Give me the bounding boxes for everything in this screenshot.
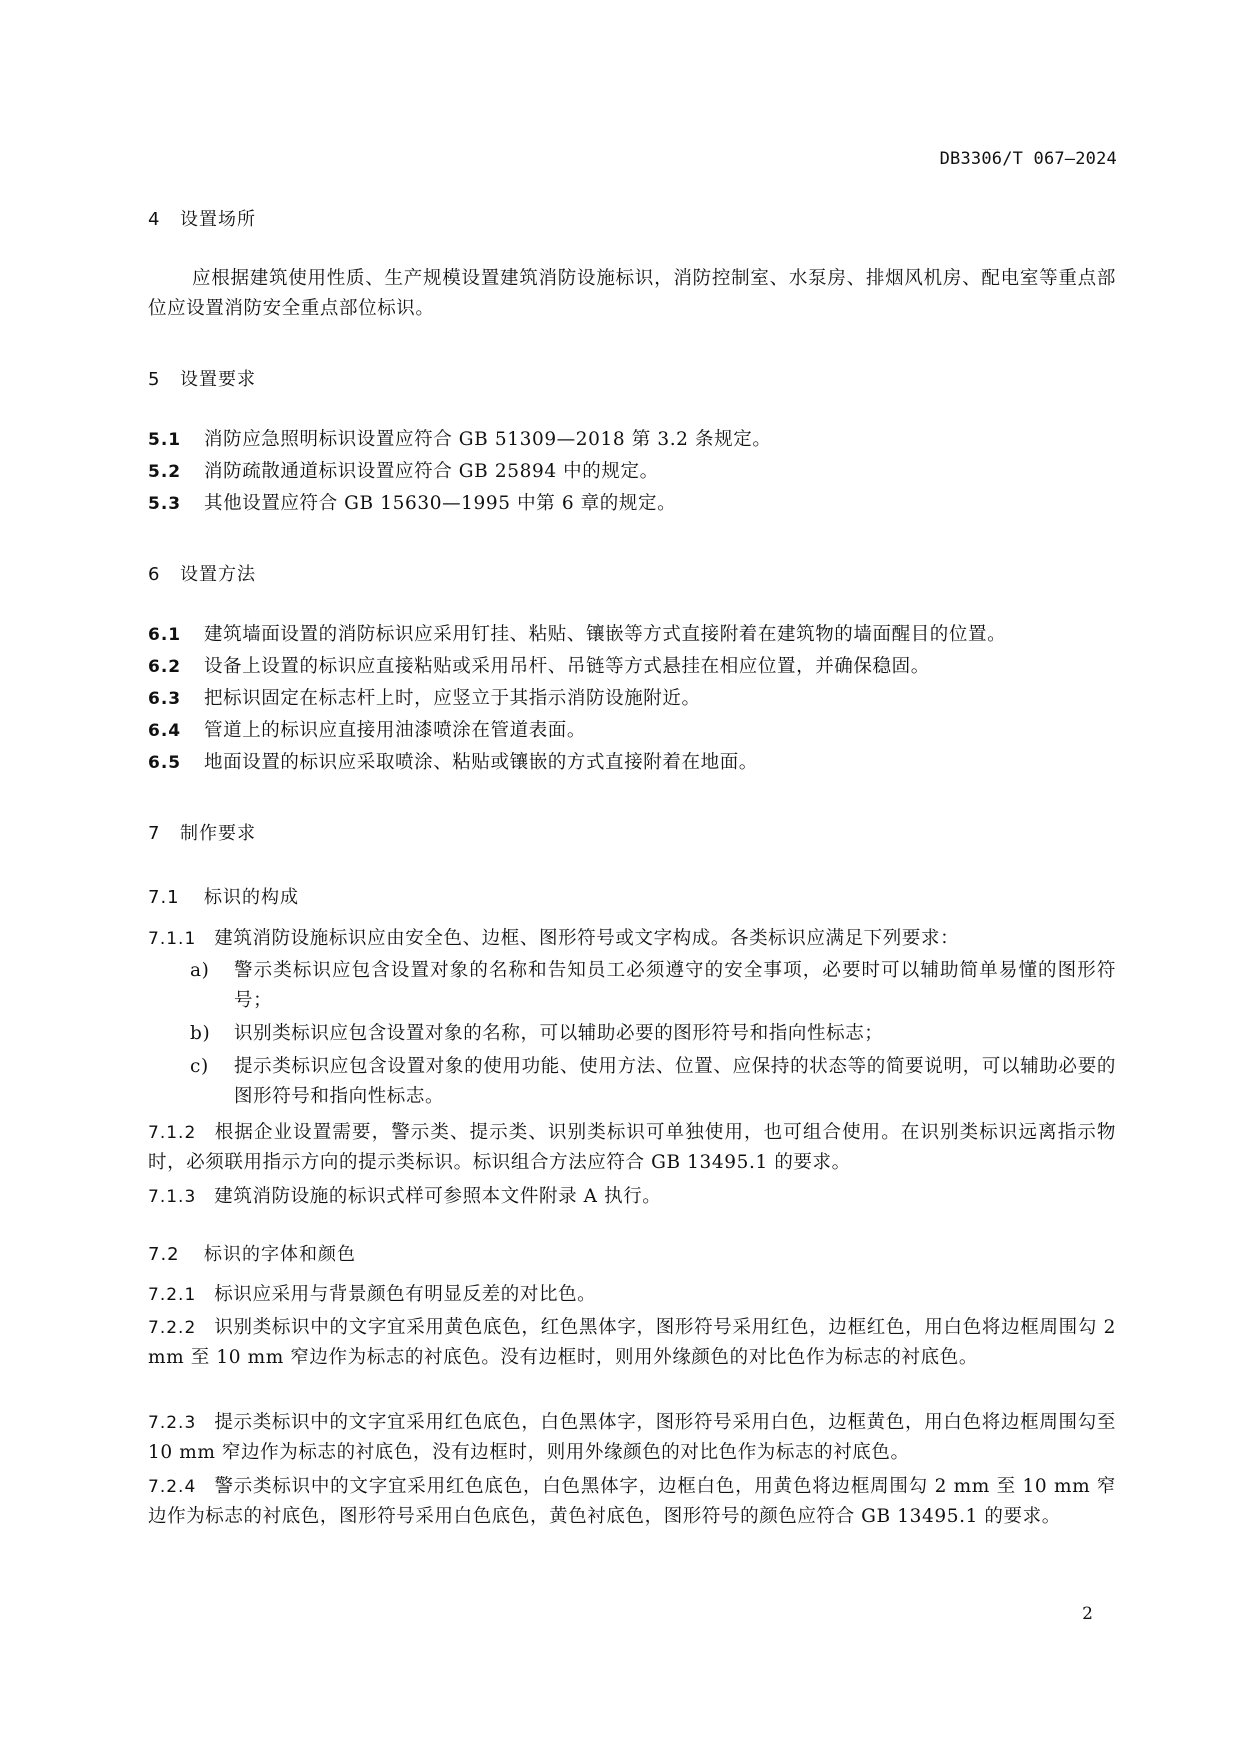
clause-7-2-4 (148, 1472, 1116, 1532)
section-title: 设置方法 (180, 564, 256, 585)
clause-6-5 (148, 748, 1116, 778)
list-marker: c) (190, 1056, 209, 1077)
clause-7-2-2 (148, 1313, 1116, 1373)
clause-7-2-3 (148, 1408, 1116, 1468)
page-number: 2 (1082, 1604, 1093, 1624)
clause-number: 7.1.3 (148, 1187, 197, 1207)
clause-text: 标识应采用与背景颜色有明显反差的对比色。 (214, 1284, 597, 1305)
clause-number: 5.3 (148, 494, 182, 514)
clause-text: 消防疏散通道标识设置应符合 GB 25894 中的规定。 (204, 461, 659, 482)
clause-7-1-3 (148, 1182, 1116, 1212)
clause-number: 6.5 (148, 753, 182, 773)
subsection-number: 7.2 (148, 1244, 180, 1265)
section-title: 设置要求 (180, 369, 256, 390)
section-title: 设置场所 (180, 209, 256, 230)
clause-number: 6.2 (148, 657, 182, 677)
clause-number: 6.4 (148, 721, 182, 741)
clause-number: 5.1 (148, 430, 182, 450)
subsection-title: 标识的构成 (204, 887, 299, 908)
clause-text: 建筑消防设施的标识式样可参照本文件附录 A 执行。 (214, 1186, 662, 1207)
section-number: 7 (148, 823, 161, 844)
clause-text: 建筑墙面设置的消防标识应采用钉挂、粘贴、镶嵌等方式直接附着在建筑物的墙面醒目的位置。 (204, 624, 1007, 645)
list-text: 提示类标识应包含设置对象的使用功能、使用方法、位置、应保持的状态等的简要说明，可以辅助必要的图形符号和指向性标志。 (234, 1056, 1116, 1107)
clause-5-3 (148, 489, 1116, 519)
section-5-heading (148, 365, 256, 391)
clause-7-1-2 (148, 1118, 1116, 1178)
clause-6-1 (148, 620, 1116, 650)
requirements-list (190, 956, 1116, 1112)
list-item (190, 1052, 1116, 1112)
clause-5-1 (148, 425, 1116, 455)
clause-number: 7.2.4 (148, 1477, 197, 1497)
list-item (190, 956, 1116, 1016)
clause-number: 7.2.3 (148, 1413, 197, 1433)
clause-number: 7.2.1 (148, 1285, 197, 1305)
clause-text: 警示类标识中的文字宜采用红色底色，白色黑体字，边框白色，用黄色将边框周围勾 2 mm 至 10 mm 窄边作为标志的衬底色，图形符号采用白色底色，黄色衬底色，图形符号的颜色应符合 GB 13495.1 的要求。 (148, 1476, 1116, 1527)
list-item (190, 1019, 1116, 1049)
list-marker: a) (190, 960, 210, 981)
clause-text: 地面设置的标识应采取喷涂、粘贴或镶嵌的方式直接附着在地面。 (204, 752, 758, 773)
clause-number: 7.1.2 (148, 1123, 197, 1143)
section-7-heading (148, 819, 256, 845)
subsection-7-1-heading (148, 883, 299, 909)
clause-text: 提示类标识中的文字宜采用红色底色，白色黑体字，图形符号采用白色，边框黄色，用白色将边框周围勾至 10 mm 窄边作为标志的衬底色，没有边框时，则用外缘颜色的对比色作为标志的衬底色。 (148, 1412, 1116, 1463)
section-6-heading (148, 560, 256, 586)
clause-text: 管道上的标识应直接用油漆喷涂在管道表面。 (204, 720, 587, 741)
clause-5-2 (148, 457, 1116, 487)
clause-6-2 (148, 652, 1116, 682)
document-code: DB3306/T 067—2024 (939, 149, 1117, 169)
clause-text: 把标识固定在标志杆上时，应竖立于其指示消防设施附近。 (204, 688, 701, 709)
clause-7-2-1 (148, 1280, 1116, 1310)
clause-text: 根据企业设置需要，警示类、提示类、识别类标识可单独使用，也可组合使用。在识别类标识远离指示物时，必须联用指示方向的提示类标识。标识组合方法应符合 GB 13495.1 的要求。 (148, 1122, 1116, 1173)
list-marker: b) (190, 1023, 211, 1044)
section-4-paragraph: 应根据建筑使用性质、生产规模设置建筑消防设施标识，消防控制室、水泵房、排烟风机房、配电室等重点部位应设置消防安全重点部位标识。 (148, 268, 1116, 319)
section-number: 4 (148, 209, 161, 230)
clause-number: 7.2.2 (148, 1318, 197, 1338)
clause-6-3 (148, 684, 1116, 714)
clause-number: 6.1 (148, 625, 182, 645)
clause-text: 建筑消防设施标识应由安全色、边框、图形符号或文字构成。各类标识应满足下列要求： (214, 928, 960, 949)
clause-7-1-1 (148, 924, 1116, 954)
clause-number: 7.1.1 (148, 929, 197, 949)
list-text: 警示类标识应包含设置对象的名称和告知员工必须遵守的安全事项，必要时可以辅助简单易懂的图形符号； (234, 960, 1116, 1011)
clause-text: 设备上设置的标识应直接粘贴或采用吊杆、吊链等方式悬挂在相应位置，并确保稳固。 (204, 656, 930, 677)
clause-text: 其他设置应符合 GB 15630—1995 中第 6 章的规定。 (204, 493, 677, 514)
section-number: 5 (148, 369, 161, 390)
clause-text: 识别类标识中的文字宜采用黄色底色，红色黑体字，图形符号采用红色，边框红色，用白色将边框周围勾 2 mm 至 10 mm 窄边作为标志的衬底色。没有边框时，则用外缘颜色的对比色作为标志的衬底色。 (148, 1317, 1116, 1368)
subsection-number: 7.1 (148, 887, 180, 908)
clause-6-4 (148, 716, 1116, 746)
section-4-heading (148, 205, 256, 231)
clause-number: 6.3 (148, 689, 182, 709)
list-text: 识别类标识应包含设置对象的名称，可以辅助必要的图形符号和指向性标志； (234, 1023, 884, 1044)
subsection-7-2-heading (148, 1240, 356, 1266)
clause-number: 5.2 (148, 462, 182, 482)
subsection-title: 标识的字体和颜色 (204, 1244, 356, 1265)
section-number: 6 (148, 564, 161, 585)
clause-text: 消防应急照明标识设置应符合 GB 51309—2018 第 3.2 条规定。 (204, 429, 772, 450)
section-title: 制作要求 (180, 823, 256, 844)
